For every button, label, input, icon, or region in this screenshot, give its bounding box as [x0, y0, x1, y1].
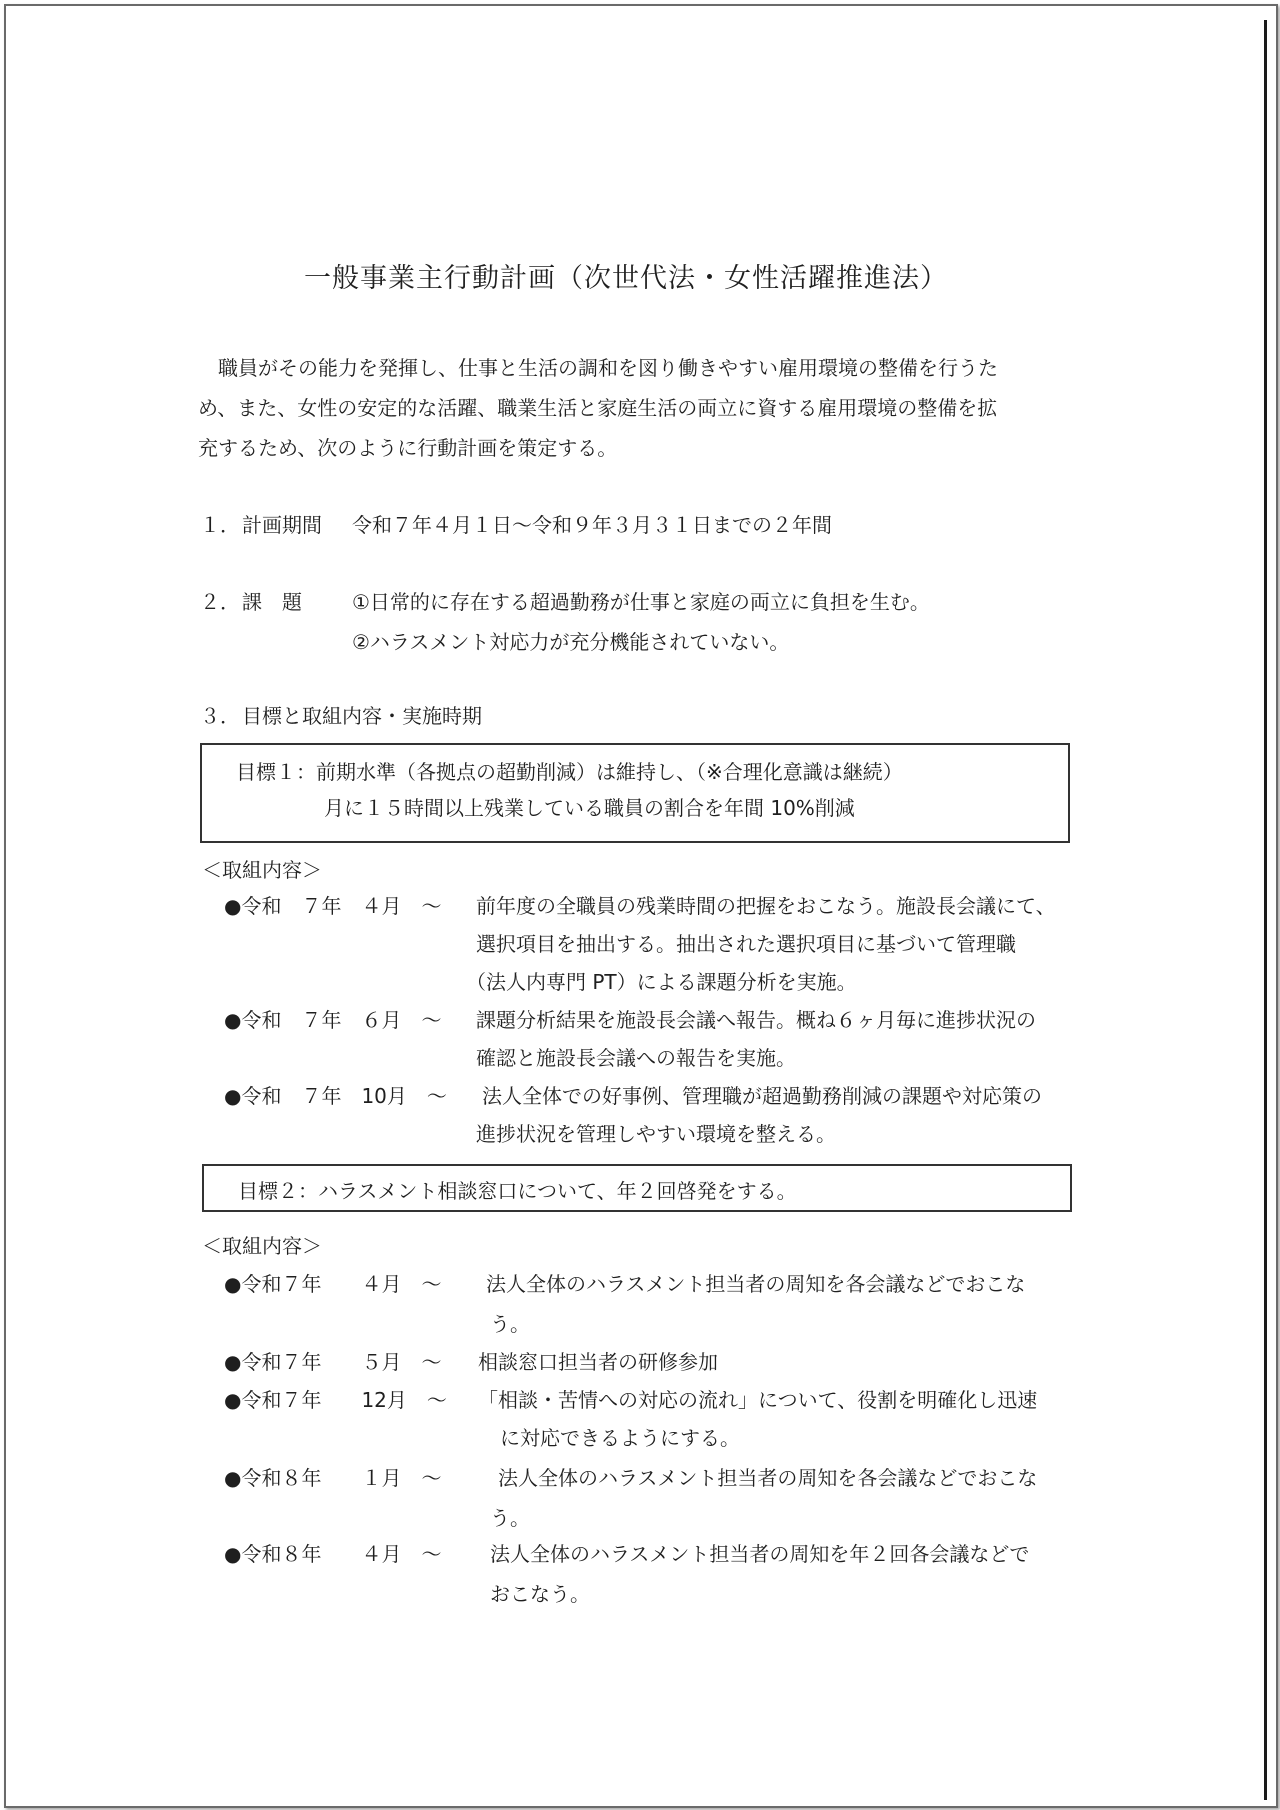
goal1-action-3-date: ●令和 ７年 10月 ～ — [224, 1084, 447, 1108]
document-title: 一般事業主行動計画（次世代法・女性活躍推進法） — [304, 263, 948, 294]
goal2-line-1: 目標２：ハラスメント相談窓口について、年２回啓発をする。 — [238, 1179, 797, 1203]
goal2-actions-heading: ＜取組内容＞ — [202, 1234, 322, 1258]
section1-value: 令和７年４月１日～令和９年３月３１日までの２年間 — [352, 513, 832, 537]
section2-label: 課 題 — [242, 590, 302, 614]
section2-item-2: ②ハラスメント対応力が充分機能されていない。 — [352, 630, 790, 654]
goal2-action-4-line-2: う。 — [490, 1506, 530, 1530]
goal1-action-3-line-2: 進捗状況を管理しやすい環境を整える。 — [476, 1122, 836, 1146]
intro-line-2: め、また、女性の安定的な活躍、職業生活と家庭生活の両立に資する雇用環境の整備を拡 — [198, 396, 998, 420]
goal1-action-3-line-1: 法人全体での好事例、管理職が超過勤務削減の課題や対応策の — [482, 1084, 1042, 1108]
goal2-action-1-line-2: う。 — [490, 1312, 530, 1336]
goal1-line-1: 目標１：前期水準（各拠点の超勤削減）は維持し、（※合理化意識は継続） — [236, 760, 903, 784]
section3-number: ３． — [200, 704, 240, 728]
goal2-action-3-date: ●令和７年 12月 ～ — [224, 1388, 447, 1412]
goal1-action-1-line-3: （法人内専門 PT）による課題分析を実施。 — [466, 970, 857, 994]
section2-item-1: ①日常的に存在する超過勤務が仕事と家庭の両立に負担を生む。 — [352, 590, 930, 614]
section3-label: 目標と取組内容・実施時期 — [242, 704, 482, 728]
goal2-action-4-line-1: 法人全体のハラスメント担当者の周知を各会議などでおこな — [498, 1466, 1038, 1490]
document-page — [4, 4, 1278, 1808]
goal1-action-2-date: ●令和 ７年 ６月 ～ — [224, 1008, 442, 1032]
goal1-action-1-line-2: 選択項目を抽出する。抽出された選択項目に基づいて管理職 — [476, 932, 1016, 956]
scan-edge-line — [1264, 20, 1267, 1800]
goal1-action-1-line-1: 前年度の全職員の残業時間の把握をおこなう。施設長会議にて、 — [476, 894, 1056, 918]
section1-label: 計画期間 — [242, 513, 322, 537]
goal2-action-4-date: ●令和８年 １月 ～ — [224, 1466, 442, 1490]
goal1-action-1-date: ●令和 ７年 ４月 ～ — [224, 894, 442, 918]
goal2-action-5-line-1: 法人全体のハラスメント担当者の周知を年２回各会議などで — [490, 1542, 1030, 1566]
goal1-line-2: 月に１５時間以上残業している職員の割合を年間 10%削減 — [324, 796, 855, 820]
goal1-action-2-line-2: 確認と施設長会議への報告を実施。 — [476, 1046, 796, 1070]
section2-number: ２． — [200, 590, 240, 614]
goal2-action-1-line-1: 法人全体のハラスメント担当者の周知を各会議などでおこな — [486, 1272, 1026, 1296]
goal2-action-2-date: ●令和７年 ５月 ～ — [224, 1350, 442, 1374]
goal2-action-5-line-2: おこなう。 — [490, 1582, 590, 1606]
goal1-action-2-line-1: 課題分析結果を施設長会議へ報告。概ね６ヶ月毎に進捗状況の — [476, 1008, 1036, 1032]
goal2-action-2-line-1: 相談窓口担当者の研修参加 — [478, 1350, 718, 1374]
goal2-action-5-date: ●令和８年 ４月 ～ — [224, 1542, 442, 1566]
goal1-actions-heading: ＜取組内容＞ — [202, 858, 322, 882]
intro-line-1: 職員がその能力を発揮し、仕事と生活の調和を図り働きやすい雇用環境の整備を行うた — [218, 356, 998, 380]
goal2-action-3-line-2: に対応できるようにする。 — [500, 1426, 740, 1450]
goal2-action-3-line-1: 「相談・苦情への対応の流れ」について、役割を明確化し迅速 — [478, 1388, 1038, 1412]
intro-line-3: 充するため、次のように行動計画を策定する。 — [198, 436, 618, 460]
goal2-action-1-date: ●令和７年 ４月 ～ — [224, 1272, 442, 1296]
section1-number: １． — [200, 513, 240, 537]
